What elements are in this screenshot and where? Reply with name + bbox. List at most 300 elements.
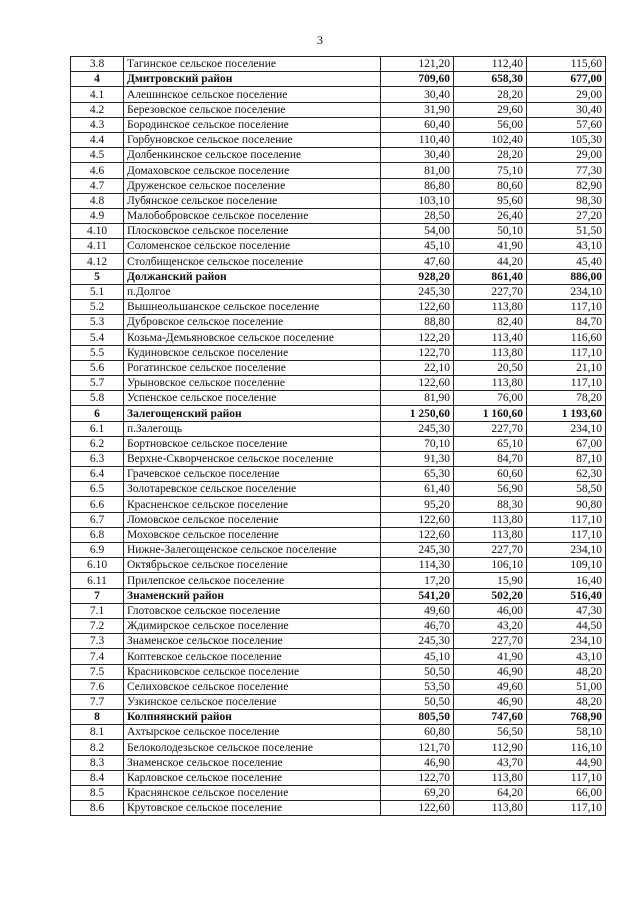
settlement-name-cell: Урыновское сельское поселение <box>124 375 381 390</box>
row-number-cell: 7 <box>71 588 124 603</box>
settlement-name-cell: Рогатинское сельское поселение <box>124 360 381 375</box>
settlement-name-cell: Горбуновское сельское поселение <box>124 132 381 147</box>
row-number-cell: 8.5 <box>71 786 124 801</box>
row-number-cell: 7.7 <box>71 694 124 709</box>
value-2-cell: 1 160,60 <box>454 406 527 421</box>
settlement-name-cell: Должанский район <box>124 269 381 284</box>
settlement-name-cell: Знаменский район <box>124 588 381 603</box>
value-2-cell: 227,70 <box>454 634 527 649</box>
table-row <box>71 558 606 573</box>
value-3-cell: 66,00 <box>527 786 606 801</box>
value-1-cell: 122,20 <box>381 330 454 345</box>
value-2-cell: 41,90 <box>454 649 527 664</box>
value-2-cell: 112,40 <box>454 57 527 72</box>
table-row <box>71 725 606 740</box>
table-row <box>71 694 606 709</box>
value-3-cell: 57,60 <box>527 117 606 132</box>
settlement-name-cell: Малобобровское сельское поселение <box>124 208 381 223</box>
value-1-cell: 110,40 <box>381 132 454 147</box>
row-number-cell: 6.1 <box>71 421 124 436</box>
row-number-cell: 4.4 <box>71 132 124 147</box>
table-row <box>71 330 606 345</box>
row-number-cell: 4.7 <box>71 178 124 193</box>
table-row <box>71 375 606 390</box>
table-row <box>71 664 606 679</box>
settlement-name-cell: Колпнянский район <box>124 710 381 725</box>
value-3-cell: 117,10 <box>527 345 606 360</box>
row-number-cell: 5.1 <box>71 284 124 299</box>
value-1-cell: 60,40 <box>381 117 454 132</box>
table-row <box>71 573 606 588</box>
value-3-cell: 98,30 <box>527 193 606 208</box>
value-1-cell: 50,50 <box>381 664 454 679</box>
value-1-cell: 30,40 <box>381 87 454 102</box>
value-2-cell: 113,80 <box>454 375 527 390</box>
value-1-cell: 122,60 <box>381 527 454 542</box>
settlement-name-cell: Крутовское сельское поселение <box>124 801 381 816</box>
settlement-name-cell: Узкинское сельское поселение <box>124 694 381 709</box>
settlement-name-cell: Золотаревское сельское поселение <box>124 482 381 497</box>
table-row <box>71 132 606 147</box>
settlement-name-cell: Залегощенский район <box>124 406 381 421</box>
row-number-cell: 4.8 <box>71 193 124 208</box>
settlement-name-cell: п.Залегощь <box>124 421 381 436</box>
value-3-cell: 886,00 <box>527 269 606 284</box>
value-3-cell: 47,30 <box>527 603 606 618</box>
value-2-cell: 227,70 <box>454 421 527 436</box>
table-row <box>71 512 606 527</box>
value-1-cell: 28,50 <box>381 208 454 223</box>
value-2-cell: 80,60 <box>454 178 527 193</box>
value-2-cell: 861,40 <box>454 269 527 284</box>
value-1-cell: 46,90 <box>381 755 454 770</box>
table-row <box>71 148 606 163</box>
value-3-cell: 516,40 <box>527 588 606 603</box>
table-row <box>71 178 606 193</box>
value-3-cell: 78,20 <box>527 391 606 406</box>
settlement-name-cell: Столбищенское сельское поселение <box>124 254 381 269</box>
value-2-cell: 102,40 <box>454 132 527 147</box>
value-2-cell: 84,70 <box>454 451 527 466</box>
settlement-name-cell: Знаменское сельское поселение <box>124 634 381 649</box>
value-1-cell: 17,20 <box>381 573 454 588</box>
settlement-name-cell: Красненское сельское поселение <box>124 497 381 512</box>
value-1-cell: 49,60 <box>381 603 454 618</box>
row-number-cell: 6.8 <box>71 527 124 542</box>
value-2-cell: 75,10 <box>454 163 527 178</box>
row-number-cell: 8 <box>71 710 124 725</box>
row-number-cell: 5.8 <box>71 391 124 406</box>
value-3-cell: 90,80 <box>527 497 606 512</box>
value-1-cell: 103,10 <box>381 193 454 208</box>
table-row <box>71 786 606 801</box>
value-2-cell: 49,60 <box>454 679 527 694</box>
value-3-cell: 677,00 <box>527 72 606 87</box>
row-number-cell: 4.9 <box>71 208 124 223</box>
value-2-cell: 64,20 <box>454 786 527 801</box>
value-3-cell: 1 193,60 <box>527 406 606 421</box>
table-row <box>71 239 606 254</box>
district-row <box>71 710 606 725</box>
value-1-cell: 45,10 <box>381 239 454 254</box>
row-number-cell: 8.4 <box>71 770 124 785</box>
value-1-cell: 22,10 <box>381 360 454 375</box>
value-2-cell: 44,20 <box>454 254 527 269</box>
value-3-cell: 58,50 <box>527 482 606 497</box>
row-number-cell: 7.4 <box>71 649 124 664</box>
value-3-cell: 45,40 <box>527 254 606 269</box>
table-row <box>71 224 606 239</box>
row-number-cell: 6.4 <box>71 467 124 482</box>
value-3-cell: 109,10 <box>527 558 606 573</box>
row-number-cell: 6 <box>71 406 124 421</box>
value-1-cell: 61,40 <box>381 482 454 497</box>
value-1-cell: 245,30 <box>381 284 454 299</box>
table-row <box>71 740 606 755</box>
value-3-cell: 117,10 <box>527 770 606 785</box>
row-number-cell: 7.6 <box>71 679 124 694</box>
settlement-name-cell: Ждимирское сельское поселение <box>124 618 381 633</box>
table-row <box>71 770 606 785</box>
settlement-name-cell: Бортновское сельское поселение <box>124 436 381 451</box>
row-number-cell: 4.6 <box>71 163 124 178</box>
row-number-cell: 5.6 <box>71 360 124 375</box>
value-3-cell: 21,10 <box>527 360 606 375</box>
table-row <box>71 300 606 315</box>
value-2-cell: 227,70 <box>454 284 527 299</box>
settlement-name-cell: Грачевское сельское поселение <box>124 467 381 482</box>
row-number-cell: 6.2 <box>71 436 124 451</box>
value-1-cell: 53,50 <box>381 679 454 694</box>
row-number-cell: 6.5 <box>71 482 124 497</box>
row-number-cell: 7.3 <box>71 634 124 649</box>
row-number-cell: 8.2 <box>71 740 124 755</box>
row-number-cell: 4.2 <box>71 102 124 117</box>
value-2-cell: 50,10 <box>454 224 527 239</box>
table-row <box>71 102 606 117</box>
value-1-cell: 245,30 <box>381 634 454 649</box>
settlement-name-cell: Дубровское сельское поселение <box>124 315 381 330</box>
value-2-cell: 26,40 <box>454 208 527 223</box>
value-3-cell: 117,10 <box>527 375 606 390</box>
value-2-cell: 106,10 <box>454 558 527 573</box>
table-row <box>71 315 606 330</box>
value-1-cell: 122,60 <box>381 300 454 315</box>
value-1-cell: 30,40 <box>381 148 454 163</box>
table-row <box>71 421 606 436</box>
row-number-cell: 4.10 <box>71 224 124 239</box>
value-1-cell: 70,10 <box>381 436 454 451</box>
table-row <box>71 618 606 633</box>
settlement-name-cell: Козьма-Демьяновское сельское поселение <box>124 330 381 345</box>
value-2-cell: 43,70 <box>454 755 527 770</box>
settlement-name-cell: Ахтырское сельское поселение <box>124 725 381 740</box>
table-row <box>71 801 606 816</box>
row-number-cell: 6.10 <box>71 558 124 573</box>
table-row <box>71 391 606 406</box>
row-number-cell: 8.1 <box>71 725 124 740</box>
value-2-cell: 46,00 <box>454 603 527 618</box>
value-3-cell: 44,90 <box>527 755 606 770</box>
value-1-cell: 54,00 <box>381 224 454 239</box>
value-2-cell: 29,60 <box>454 102 527 117</box>
row-number-cell: 7.1 <box>71 603 124 618</box>
value-1-cell: 114,30 <box>381 558 454 573</box>
settlement-name-cell: Кудиновское сельское поселение <box>124 345 381 360</box>
row-number-cell: 5.2 <box>71 300 124 315</box>
settlement-name-cell: Белоколодезьское сельское поселение <box>124 740 381 755</box>
district-row <box>71 72 606 87</box>
value-2-cell: 76,00 <box>454 391 527 406</box>
table-row <box>71 208 606 223</box>
value-1-cell: 709,60 <box>381 72 454 87</box>
row-number-cell: 4.11 <box>71 239 124 254</box>
value-1-cell: 928,20 <box>381 269 454 284</box>
row-number-cell: 6.9 <box>71 543 124 558</box>
value-1-cell: 47,60 <box>381 254 454 269</box>
value-3-cell: 117,10 <box>527 801 606 816</box>
value-3-cell: 116,10 <box>527 740 606 755</box>
value-3-cell: 43,10 <box>527 649 606 664</box>
value-2-cell: 56,00 <box>454 117 527 132</box>
value-3-cell: 105,30 <box>527 132 606 147</box>
value-1-cell: 121,20 <box>381 57 454 72</box>
value-2-cell: 20,50 <box>454 360 527 375</box>
value-1-cell: 65,30 <box>381 467 454 482</box>
table-row <box>71 254 606 269</box>
value-3-cell: 62,30 <box>527 467 606 482</box>
value-1-cell: 86,80 <box>381 178 454 193</box>
value-3-cell: 48,20 <box>527 694 606 709</box>
row-number-cell: 7.2 <box>71 618 124 633</box>
settlement-name-cell: Березовское сельское поселение <box>124 102 381 117</box>
row-number-cell: 4.12 <box>71 254 124 269</box>
value-2-cell: 15,90 <box>454 573 527 588</box>
value-2-cell: 113,80 <box>454 527 527 542</box>
value-1-cell: 1 250,60 <box>381 406 454 421</box>
value-1-cell: 91,30 <box>381 451 454 466</box>
settlement-name-cell: Друженское сельское поселение <box>124 178 381 193</box>
value-2-cell: 113,80 <box>454 801 527 816</box>
value-1-cell: 60,80 <box>381 725 454 740</box>
value-3-cell: 234,10 <box>527 421 606 436</box>
value-1-cell: 122,60 <box>381 801 454 816</box>
row-number-cell: 4.1 <box>71 87 124 102</box>
value-1-cell: 69,20 <box>381 786 454 801</box>
value-3-cell: 30,40 <box>527 102 606 117</box>
value-1-cell: 541,20 <box>381 588 454 603</box>
row-number-cell: 8.6 <box>71 801 124 816</box>
value-3-cell: 48,20 <box>527 664 606 679</box>
value-2-cell: 56,90 <box>454 482 527 497</box>
row-number-cell: 5.3 <box>71 315 124 330</box>
row-number-cell: 3.8 <box>71 57 124 72</box>
value-3-cell: 27,20 <box>527 208 606 223</box>
settlement-name-cell: Глотовское сельское поселение <box>124 603 381 618</box>
row-number-cell: 7.5 <box>71 664 124 679</box>
district-row <box>71 588 606 603</box>
table-row <box>71 527 606 542</box>
value-2-cell: 113,80 <box>454 300 527 315</box>
table-row <box>71 163 606 178</box>
settlement-name-cell: Карловское сельское поселение <box>124 770 381 785</box>
value-3-cell: 116,60 <box>527 330 606 345</box>
value-2-cell: 43,20 <box>454 618 527 633</box>
table-row <box>71 649 606 664</box>
value-3-cell: 51,00 <box>527 679 606 694</box>
value-2-cell: 56,50 <box>454 725 527 740</box>
value-3-cell: 29,00 <box>527 148 606 163</box>
value-3-cell: 117,10 <box>527 527 606 542</box>
value-3-cell: 51,50 <box>527 224 606 239</box>
budget-table <box>70 56 606 816</box>
settlement-name-cell: Моховское сельское поселение <box>124 527 381 542</box>
settlement-name-cell: Коптевское сельское поселение <box>124 649 381 664</box>
value-1-cell: 245,30 <box>381 421 454 436</box>
value-3-cell: 43,10 <box>527 239 606 254</box>
value-1-cell: 50,50 <box>381 694 454 709</box>
value-3-cell: 16,40 <box>527 573 606 588</box>
table-row <box>71 634 606 649</box>
value-1-cell: 805,50 <box>381 710 454 725</box>
value-1-cell: 81,00 <box>381 163 454 178</box>
value-3-cell: 115,60 <box>527 57 606 72</box>
value-2-cell: 113,80 <box>454 345 527 360</box>
value-2-cell: 112,90 <box>454 740 527 755</box>
table-row <box>71 117 606 132</box>
value-3-cell: 117,10 <box>527 512 606 527</box>
row-number-cell: 4.3 <box>71 117 124 132</box>
value-2-cell: 28,20 <box>454 148 527 163</box>
table-row <box>71 679 606 694</box>
table-row <box>71 543 606 558</box>
value-1-cell: 122,70 <box>381 345 454 360</box>
settlement-name-cell: Успенское сельское поселение <box>124 391 381 406</box>
value-2-cell: 113,40 <box>454 330 527 345</box>
value-3-cell: 82,90 <box>527 178 606 193</box>
table-row <box>71 451 606 466</box>
settlement-name-cell: Дмитровский район <box>124 72 381 87</box>
settlement-name-cell: Нижне-Залегощенское сельское поселение <box>124 543 381 558</box>
value-3-cell: 44,50 <box>527 618 606 633</box>
row-number-cell: 6.7 <box>71 512 124 527</box>
value-2-cell: 227,70 <box>454 543 527 558</box>
value-2-cell: 502,20 <box>454 588 527 603</box>
value-3-cell: 234,10 <box>527 543 606 558</box>
settlement-name-cell: Бородинское сельское поселение <box>124 117 381 132</box>
settlement-name-cell: Соломенское сельское поселение <box>124 239 381 254</box>
value-2-cell: 46,90 <box>454 694 527 709</box>
row-number-cell: 6.11 <box>71 573 124 588</box>
table-row <box>71 345 606 360</box>
table-row <box>71 193 606 208</box>
row-number-cell: 5.5 <box>71 345 124 360</box>
value-3-cell: 29,00 <box>527 87 606 102</box>
table-row <box>71 497 606 512</box>
settlement-name-cell: Краснянское сельское поселение <box>124 786 381 801</box>
value-3-cell: 234,10 <box>527 634 606 649</box>
value-1-cell: 122,60 <box>381 512 454 527</box>
value-1-cell: 88,80 <box>381 315 454 330</box>
value-2-cell: 46,90 <box>454 664 527 679</box>
value-2-cell: 95,60 <box>454 193 527 208</box>
settlement-name-cell: Домаховское сельское поселение <box>124 163 381 178</box>
table-row <box>71 87 606 102</box>
value-3-cell: 58,10 <box>527 725 606 740</box>
table-row <box>71 284 606 299</box>
value-3-cell: 77,30 <box>527 163 606 178</box>
settlement-name-cell: Верхне-Скворченское сельское поселение <box>124 451 381 466</box>
value-3-cell: 87,10 <box>527 451 606 466</box>
value-1-cell: 95,20 <box>381 497 454 512</box>
value-2-cell: 747,60 <box>454 710 527 725</box>
table-row <box>71 360 606 375</box>
table-row <box>71 482 606 497</box>
settlement-name-cell: Октябрьское сельское поселение <box>124 558 381 573</box>
row-number-cell: 4.5 <box>71 148 124 163</box>
value-1-cell: 31,90 <box>381 102 454 117</box>
settlement-name-cell: Лубянское сельское поселение <box>124 193 381 208</box>
value-3-cell: 84,70 <box>527 315 606 330</box>
settlement-name-cell: Тагинское сельское поселение <box>124 57 381 72</box>
value-2-cell: 41,90 <box>454 239 527 254</box>
value-2-cell: 88,30 <box>454 497 527 512</box>
settlement-name-cell: п.Долгое <box>124 284 381 299</box>
row-number-cell: 4 <box>71 72 124 87</box>
row-number-cell: 5.4 <box>71 330 124 345</box>
table-row <box>71 603 606 618</box>
value-1-cell: 46,70 <box>381 618 454 633</box>
row-number-cell: 5.7 <box>71 375 124 390</box>
value-1-cell: 45,10 <box>381 649 454 664</box>
row-number-cell: 6.3 <box>71 451 124 466</box>
value-1-cell: 122,60 <box>381 375 454 390</box>
row-number-cell: 8.3 <box>71 755 124 770</box>
district-row <box>71 406 606 421</box>
settlement-name-cell: Вышнеольшанское сельское поселение <box>124 300 381 315</box>
value-2-cell: 65,10 <box>454 436 527 451</box>
settlement-name-cell: Знаменское сельское поселение <box>124 755 381 770</box>
value-2-cell: 658,30 <box>454 72 527 87</box>
settlement-name-cell: Красниковское сельское поселение <box>124 664 381 679</box>
value-3-cell: 234,10 <box>527 284 606 299</box>
row-number-cell: 6.6 <box>71 497 124 512</box>
value-3-cell: 67,00 <box>527 436 606 451</box>
value-1-cell: 122,70 <box>381 770 454 785</box>
value-2-cell: 28,20 <box>454 87 527 102</box>
value-2-cell: 113,80 <box>454 770 527 785</box>
value-1-cell: 81,90 <box>381 391 454 406</box>
value-2-cell: 60,60 <box>454 467 527 482</box>
value-2-cell: 82,40 <box>454 315 527 330</box>
table-row <box>71 467 606 482</box>
value-3-cell: 117,10 <box>527 300 606 315</box>
district-row <box>71 269 606 284</box>
settlement-name-cell: Селиховское сельское поселение <box>124 679 381 694</box>
table-row <box>71 436 606 451</box>
settlement-name-cell: Долбенкинское сельское поселение <box>124 148 381 163</box>
value-1-cell: 121,70 <box>381 740 454 755</box>
row-number-cell: 5 <box>71 269 124 284</box>
value-2-cell: 113,80 <box>454 512 527 527</box>
table-body <box>71 57 606 816</box>
settlement-name-cell: Плосковское сельское поселение <box>124 224 381 239</box>
settlement-name-cell: Алешинское сельское поселение <box>124 87 381 102</box>
table-row <box>71 57 606 72</box>
table-row <box>71 755 606 770</box>
page-number: 3 <box>317 33 323 47</box>
value-1-cell: 245,30 <box>381 543 454 558</box>
